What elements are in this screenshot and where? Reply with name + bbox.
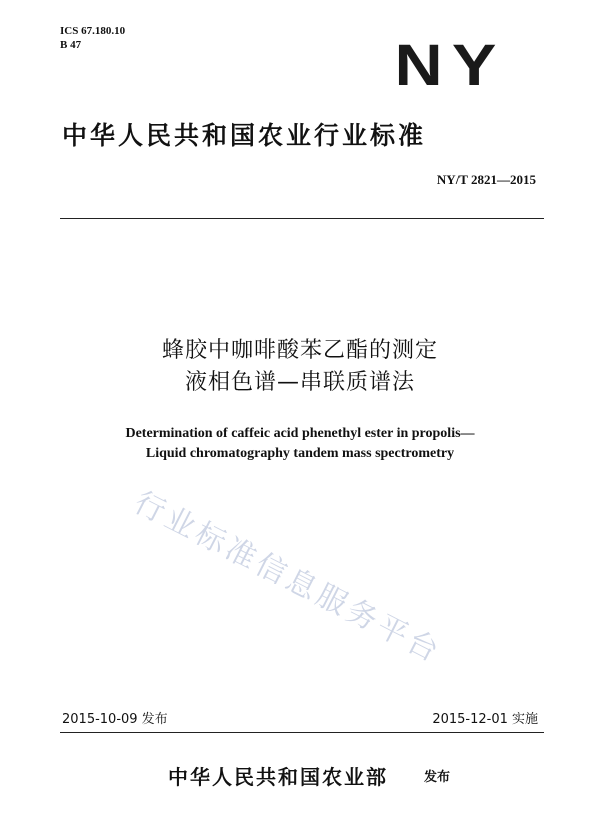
standard-code: NY/T 2821—2015	[436, 172, 536, 187]
chinese-title-line-1: 蜂胶中咖啡酸苯乙酯的测定	[161, 338, 438, 363]
english-title-line-1: Determination of caffeic acid phenethyl ester in propolis—	[125, 426, 475, 441]
chinese-title-line-2: 液相色谱—串联质谱法	[184, 370, 415, 395]
ny-logo: NY	[394, 33, 506, 98]
top-divider	[60, 218, 544, 219]
issue-date: 2015-10-09 发布	[62, 712, 168, 727]
watermark: 行业标准信息服务平台	[128, 485, 448, 671]
ics-code: ICS 67.180.10	[60, 25, 126, 37]
standard-title: 中华人民共和国农业行业标准	[62, 121, 427, 150]
ccs-code: B 47	[60, 39, 82, 51]
bottom-divider	[60, 732, 544, 733]
ics-classification	[60, 24, 125, 52]
english-title-line-2: Liquid chromatography tandem mass spectrometry	[145, 446, 455, 461]
publisher-suffix: 发布	[424, 770, 451, 785]
publisher-name: 中华人民共和国农业部	[168, 765, 388, 789]
implementation-date: 2015-12-01 实施	[432, 712, 538, 727]
